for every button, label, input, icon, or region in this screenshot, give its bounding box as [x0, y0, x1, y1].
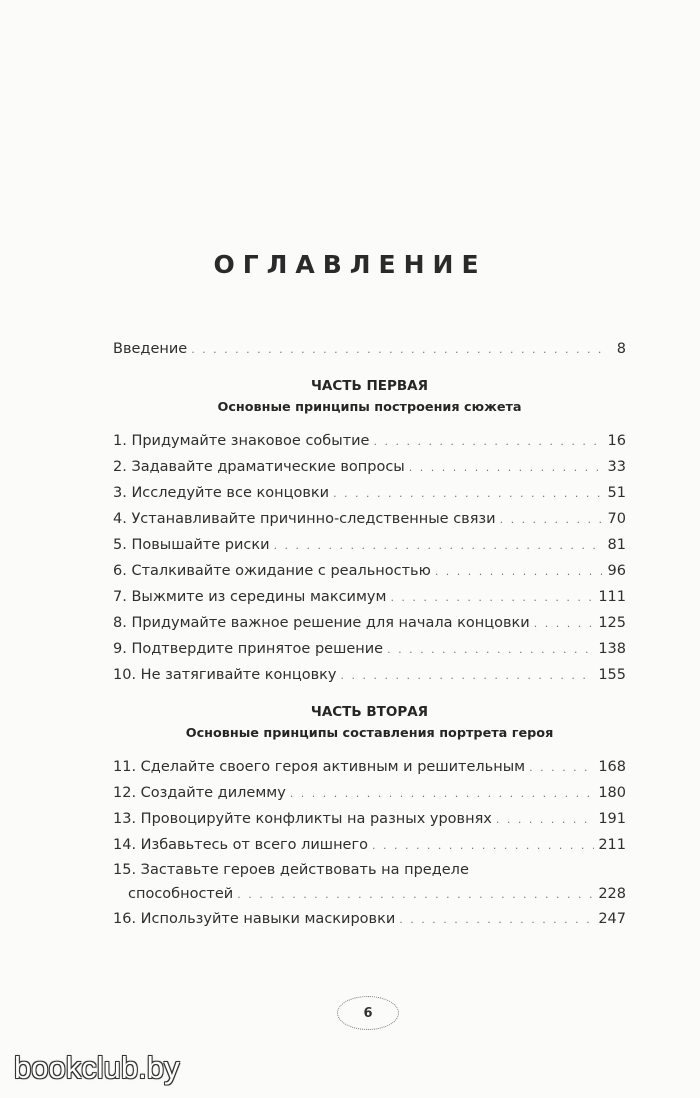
- toc-entry-label: 6. Сталкивайте ожидание с реальностью: [113, 563, 431, 579]
- toc-entry-page: 180: [598, 785, 626, 801]
- leader-dots: [529, 755, 594, 781]
- leader-dots: [399, 907, 594, 933]
- page-title: ОГЛАВЛЕНИЕ: [213, 250, 487, 279]
- table-of-contents: [113, 336, 626, 932]
- toc-entry-label: 8. Придумайте важное решение для начала концовки: [113, 615, 530, 631]
- toc-entry-label: 10. Не затягивайте концовку: [113, 667, 337, 683]
- toc-entry[interactable]: [113, 754, 626, 780]
- toc-entry[interactable]: [113, 506, 626, 532]
- part-two-subtitle: Основные принципы составления портрета героя: [185, 726, 554, 741]
- toc-entry[interactable]: [113, 454, 626, 480]
- leader-dots: [390, 585, 594, 611]
- toc-entry[interactable]: [113, 806, 626, 832]
- toc-entry-page: 247: [598, 911, 626, 927]
- part-one-subtitle: Основные принципы построения сюжета: [217, 400, 522, 415]
- toc-entry-intro[interactable]: [113, 336, 626, 362]
- toc-entry-page: 138: [598, 641, 626, 657]
- toc-entry-page: 228: [598, 886, 626, 902]
- toc-entry-page: 211: [598, 837, 626, 853]
- toc-entry-page: 51: [607, 485, 626, 501]
- leader-dots: [387, 637, 594, 663]
- page-number: 6: [337, 996, 399, 1030]
- toc-entry-page: 155: [598, 667, 626, 683]
- leader-dots: [373, 429, 603, 455]
- leader-dots: [237, 883, 594, 907]
- toc-entry[interactable]: [113, 558, 626, 584]
- toc-entry-label: 14. Избавьтесь от всего лишнего: [113, 837, 368, 853]
- toc-entry[interactable]: [113, 636, 626, 662]
- toc-entry-page: 8: [616, 341, 626, 357]
- leader-dots: [496, 807, 594, 833]
- part-two-heading: ЧАСТЬ ВТОРАЯ: [310, 704, 429, 720]
- toc-entry[interactable]: [113, 480, 626, 506]
- toc-entry-label: 11. Сделайте своего героя активным и решительным: [113, 759, 526, 775]
- leader-dots: [534, 611, 595, 637]
- toc-entry-label: 13. Провоцируйте конфликты на разных уровнях: [113, 811, 492, 827]
- toc-entry-page: 111: [598, 589, 626, 605]
- toc-entry-label-continued: способностей: [128, 886, 234, 902]
- leader-dots: [340, 663, 594, 689]
- toc-entry-label: 1. Придумайте знаковое событие: [113, 433, 370, 449]
- toc-entry-label: 9. Подтвердите принятое решение: [113, 641, 384, 657]
- toc-entry-label: 3. Исследуйте все концовки: [113, 485, 330, 501]
- toc-entry[interactable]: [113, 584, 626, 610]
- toc-entry-label: 15. Заставьте героев действовать на пределе: [113, 862, 469, 878]
- toc-entry[interactable]: [113, 832, 626, 858]
- toc-entry-page: 168: [598, 759, 626, 775]
- leader-dots: [500, 507, 604, 533]
- leader-dots: [409, 455, 604, 481]
- toc-entry-label: 12. Создайте дилемму: [113, 785, 286, 801]
- toc-entry-label: Введение: [113, 341, 188, 357]
- toc-entry-label: 5. Повышайте риски: [113, 537, 270, 553]
- toc-entry-label: 4. Устанавливайте причинно-следственные связи: [113, 511, 496, 527]
- toc-entry-multiline[interactable]: [113, 858, 626, 906]
- leader-dots: [274, 533, 604, 559]
- toc-entry-page: 81: [607, 537, 626, 553]
- toc-entry[interactable]: [113, 780, 626, 806]
- toc-entry-page: 16: [607, 433, 626, 449]
- toc-entry-label: 2. Задавайте драматические вопросы: [113, 459, 405, 475]
- toc-entry[interactable]: [113, 610, 626, 636]
- toc-entry[interactable]: [113, 906, 626, 932]
- toc-entry[interactable]: [113, 662, 626, 688]
- leader-dots: [435, 559, 604, 585]
- toc-entry-label: 7. Выжмите из середины максимум: [113, 589, 387, 605]
- toc-entry[interactable]: [113, 428, 626, 454]
- leader-dots: [372, 833, 594, 859]
- leader-dots: [191, 337, 604, 363]
- leader-dots: [290, 781, 595, 807]
- toc-entry-page: 191: [598, 811, 626, 827]
- leader-dots: [333, 481, 603, 507]
- toc-entry-label: 16. Используйте навыки маскировки: [113, 911, 396, 927]
- toc-entry-page: 70: [607, 511, 626, 527]
- toc-entry-page: 125: [598, 615, 626, 631]
- toc-entry-page: 33: [607, 459, 626, 475]
- watermark-logo: bookclub.by: [14, 1050, 180, 1085]
- toc-entry-page: 96: [607, 563, 626, 579]
- toc-entry[interactable]: [113, 532, 626, 558]
- part-one-heading: ЧАСТЬ ПЕРВАЯ: [310, 378, 428, 394]
